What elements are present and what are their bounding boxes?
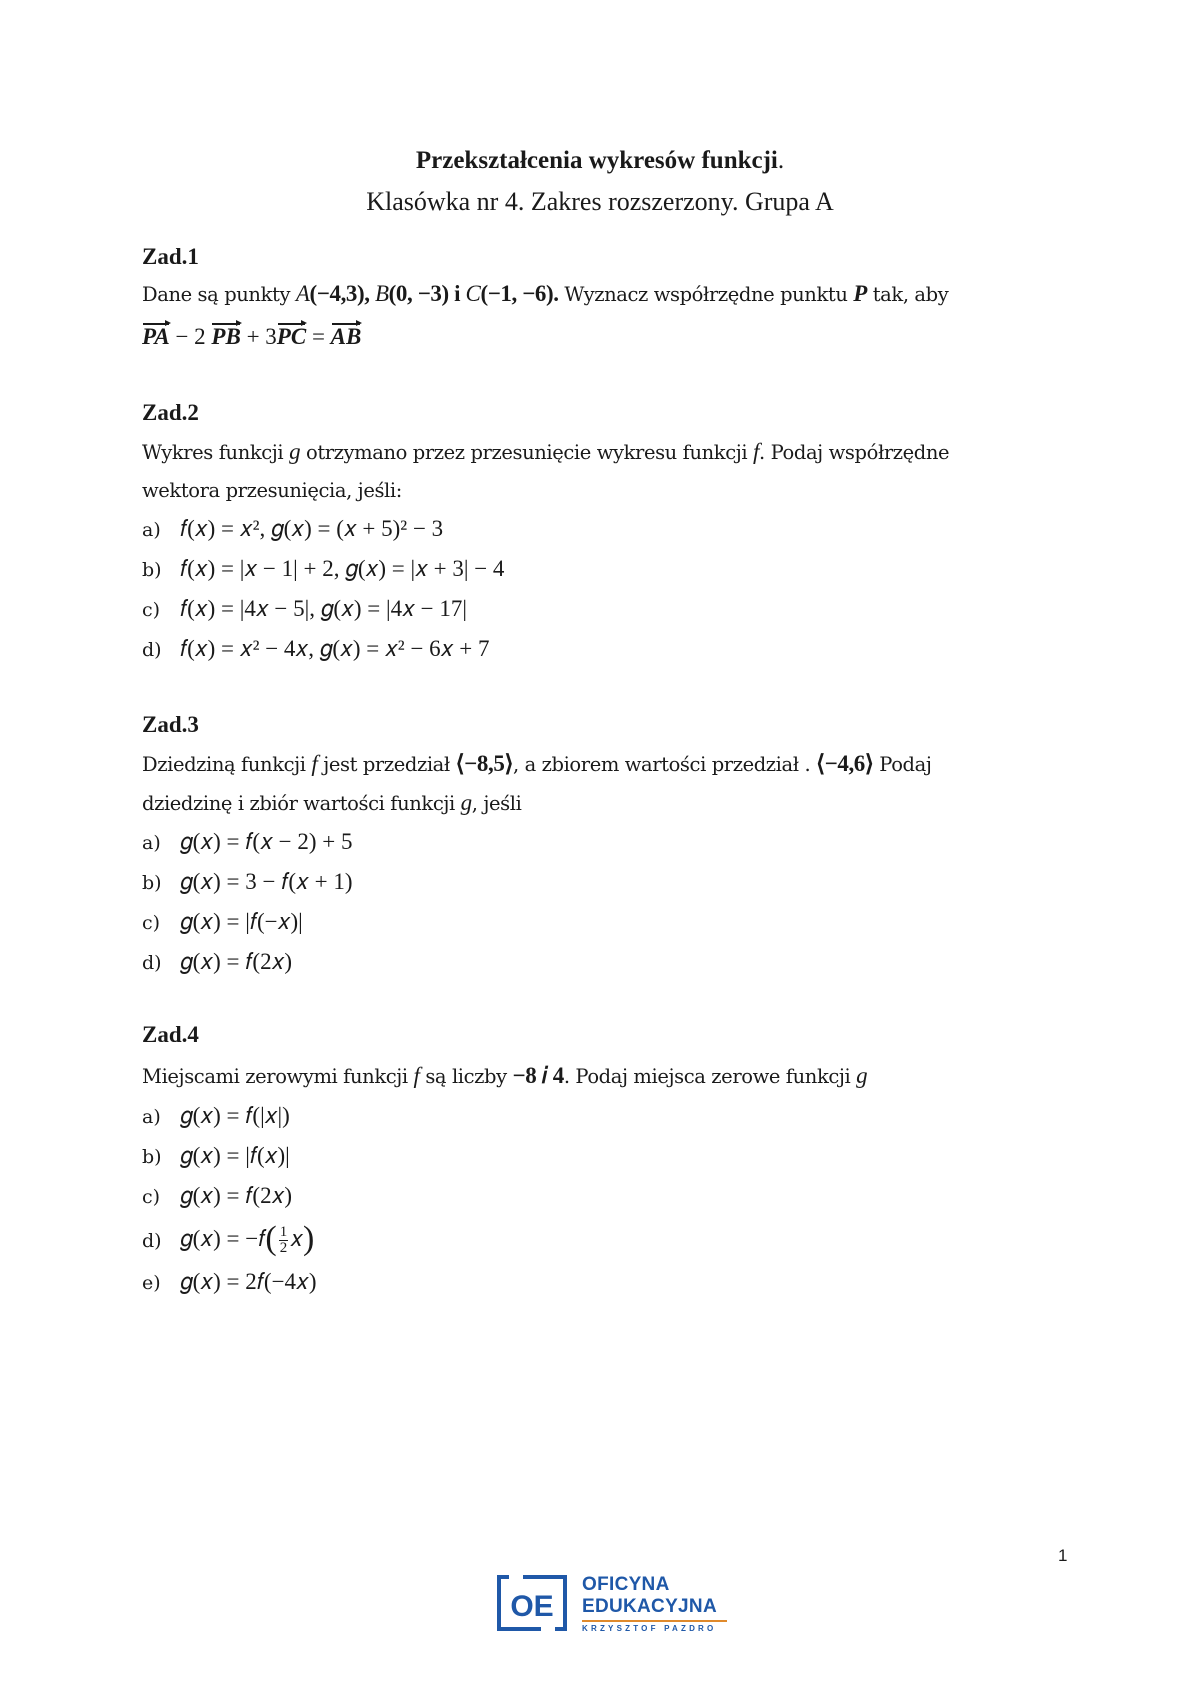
document-subtitle: Klasówka nr 4. Zakres rozszerzony. Grupa A (366, 187, 834, 216)
paren-close: ) (303, 1220, 315, 1257)
item-label: a) (142, 1106, 161, 1128)
item-label: a) (142, 832, 161, 854)
task-1-heading: Zad.1 (142, 244, 199, 269)
fraction-denominator: 2 (279, 1240, 288, 1257)
logo-line-2: EDUKACYJNA (582, 1596, 717, 1617)
item-label: c) (142, 599, 161, 621)
domain-interval: ⟨−8,5⟩ (455, 751, 514, 776)
item-expression: 𝑓(𝑥) = |4𝑥 − 5|, 𝑔(𝑥) = |4𝑥 − 17| (180, 596, 467, 621)
task-4-text (142, 1062, 1062, 1091)
task-4-text-part: są liczby (419, 1065, 513, 1088)
task-3-text-line1 (142, 750, 1062, 779)
item-label: b) (142, 559, 162, 581)
item-expression: 𝑔(𝑥) = 𝑓(2𝑥) (180, 1183, 293, 1208)
point-b: B (375, 281, 389, 306)
title-dot: . (777, 147, 785, 174)
task-3-text-part: jest przedział (317, 753, 456, 776)
item-expression: 𝑔(𝑥) = 2𝑓(−4𝑥) (180, 1269, 317, 1295)
conjunction: i (448, 281, 466, 306)
logo-line-1: OFICYNA (582, 1574, 670, 1595)
task-3 (142, 710, 1062, 977)
item-expression: 𝑔(𝑥) = 𝑓(|𝑥|) (180, 1103, 290, 1128)
task-4 (142, 1020, 1062, 1297)
task-3-heading: Zad.3 (142, 712, 199, 737)
task-4-text-part: Miejscami zerowymi funkcji (142, 1065, 414, 1088)
task-4-heading: Zad.4 (142, 1022, 199, 1047)
item-expression (180, 1220, 315, 1257)
task-2 (142, 398, 1062, 664)
point-c-coords: (−1, −6). (480, 281, 559, 306)
task-3-item-c (142, 908, 1062, 937)
task-2-text-part: Wykres funkcji (142, 441, 290, 464)
point-b-coords: (0, −3) (388, 281, 449, 306)
page-number: 1 (1058, 1546, 1068, 1565)
publisher-logo (497, 1573, 727, 1637)
fraction-numerator: 1 (279, 1224, 288, 1241)
range-interval: ⟨−4,6⟩ (816, 751, 874, 776)
task-1-text-part: Dane są punkty (142, 283, 296, 306)
task-2-item-a (142, 515, 1062, 544)
vector-equation (142, 323, 1062, 351)
item-label: c) (142, 912, 161, 934)
task-3-item-a (142, 828, 1062, 857)
task-3-text-part: dziedzinę i zbiór wartości funkcji (142, 792, 461, 815)
task-4-item-e (142, 1268, 1062, 1297)
point-p: P (853, 281, 867, 306)
logo-mark-text: OE (510, 1590, 554, 1623)
point-a: A (295, 281, 310, 306)
item-label: a) (142, 519, 161, 541)
oe-logo-icon (497, 1573, 567, 1633)
task-4-text-part: . Podaj miejsca zerowe funkcji (563, 1065, 857, 1088)
task-2-item-b (142, 555, 1062, 584)
task-1-text-part: tak, aby (866, 283, 949, 306)
point-c: C (465, 281, 481, 306)
vector-pa: PA (142, 324, 170, 349)
point-a-coords: (−4,3), (309, 281, 375, 306)
task-3-item-b (142, 868, 1062, 897)
task-2-item-d (142, 635, 1062, 664)
operator: − 2 (169, 324, 212, 349)
function-g: g (856, 1063, 868, 1088)
item-expression: 𝑓(𝑥) = 𝑥², 𝑔(𝑥) = (𝑥 + 5)² − 3 (180, 516, 444, 541)
expression-suffix: 𝑥 (290, 1226, 304, 1251)
task-4-item-d (142, 1220, 1062, 1257)
fraction (279, 1225, 289, 1256)
task-3-text-part: , a zbiorem wartości przedział . (513, 753, 817, 776)
task-3-text-part: Dziedziną funkcji (142, 753, 312, 776)
function-f: f (753, 439, 759, 464)
item-expression: 𝑔(𝑥) = 𝑓(𝑥 − 2) + 5 (180, 829, 353, 854)
paren-open: ( (265, 1220, 277, 1257)
title-block (0, 144, 1200, 220)
function-f: f (413, 1063, 420, 1088)
task-3-text-part: Podaj (873, 753, 932, 776)
function-g: g (460, 790, 472, 815)
item-label: b) (142, 1146, 162, 1168)
vector-ab: AB (330, 324, 362, 349)
logo-divider (582, 1620, 727, 1622)
task-4-item-a (142, 1102, 1062, 1131)
task-1-text-part: Wyznacz współrzędne punktu (558, 283, 854, 306)
item-expression: 𝑔(𝑥) = 3 − 𝑓(𝑥 + 1) (180, 869, 353, 894)
item-label: e) (142, 1272, 161, 1295)
item-expression: 𝑓(𝑥) = |𝑥 − 1| + 2, 𝑔(𝑥) = |𝑥 + 3| − 4 (180, 556, 505, 581)
task-2-text-part: . Podaj współrzędne (759, 441, 950, 464)
task-4-item-b (142, 1142, 1062, 1171)
task-2-text-line2: wektora przesunięcia, jeśli: (142, 479, 402, 502)
item-label: c) (142, 1186, 161, 1208)
item-expression: 𝑔(𝑥) = |𝑓(−𝑥)| (180, 909, 303, 934)
item-label: d) (142, 1229, 162, 1252)
task-1-text (142, 280, 1062, 309)
logo-subtitle: KRZYSZTOF PAZDRO (582, 1624, 717, 1633)
task-3-item-d (142, 948, 1062, 977)
vector-pc: PC (276, 324, 307, 349)
task-3-text-line2 (142, 789, 1062, 818)
function-f: f (311, 751, 318, 776)
vector-pb: PB (211, 324, 241, 349)
item-label: b) (142, 872, 162, 894)
task-1 (142, 242, 1062, 351)
task-2-text-line1 (142, 438, 1062, 467)
title-text: Przekształcenia wykresów funkcji (415, 147, 778, 174)
function-g: g (289, 439, 301, 464)
expression-prefix: 𝑔(𝑥) = −𝑓 (180, 1226, 266, 1251)
task-2-text-part: otrzymano przez przesunięcie wykresu funkcji (300, 441, 753, 464)
task-4-item-c (142, 1182, 1062, 1211)
item-label: d) (142, 952, 162, 974)
zero-values: −8 𝑖 4 (512, 1063, 564, 1088)
operator: + 3 (240, 324, 277, 349)
item-expression: 𝑔(𝑥) = 𝑓(2𝑥) (180, 949, 293, 974)
operator: = (306, 324, 331, 349)
task-2-heading: Zad.2 (142, 400, 199, 425)
item-expression: 𝑔(𝑥) = |𝑓(𝑥)| (180, 1143, 290, 1168)
document-title (0, 144, 1200, 178)
task-2-item-c (142, 595, 1062, 624)
item-label: d) (142, 639, 162, 661)
task-3-text-part: , jeśli (471, 792, 522, 815)
item-expression: 𝑓(𝑥) = 𝑥² − 4𝑥, 𝑔(𝑥) = 𝑥² − 6𝑥 + 7 (180, 636, 490, 661)
